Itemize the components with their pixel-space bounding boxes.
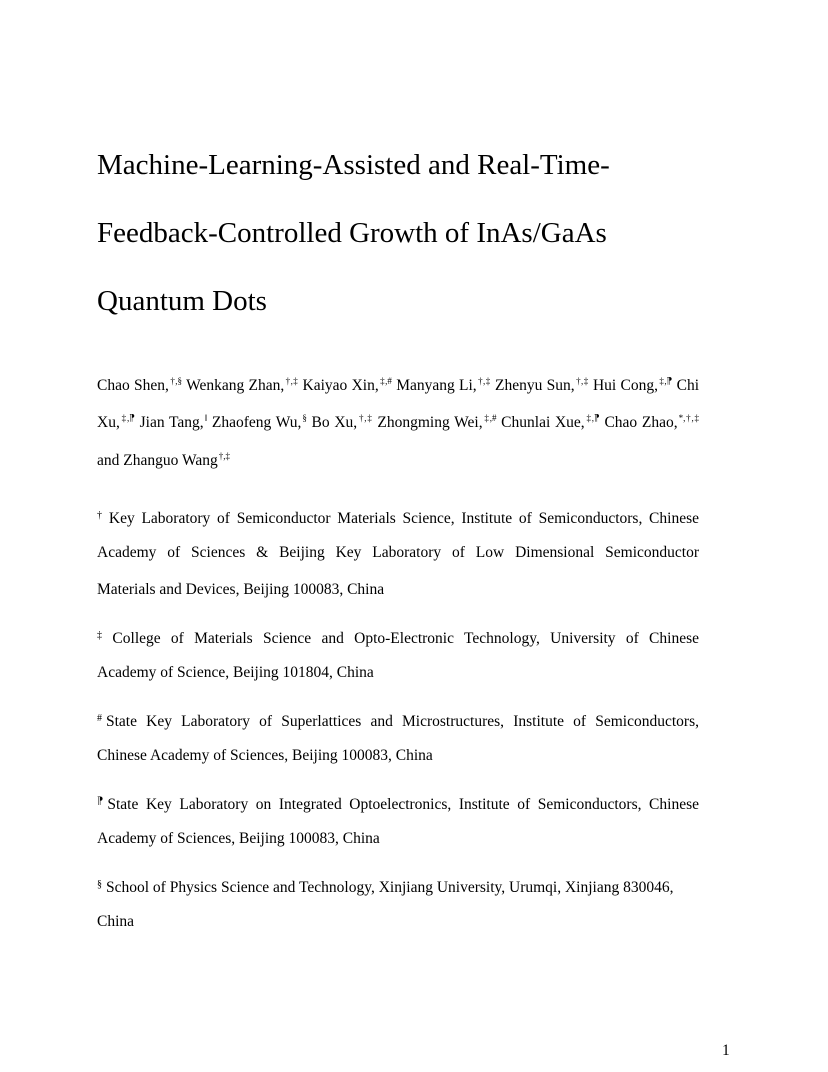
author-name: Jian Tang,‖ (139, 413, 208, 431)
author-name: Bo Xu,†,‡ (311, 413, 373, 431)
author-name-first: Chi (676, 377, 700, 394)
author-name: Manyang Li,†,‡ (396, 376, 491, 394)
affiliation-line: Materials and Devices, Beijing 100083, China (97, 581, 385, 598)
author-name: Chao Zhao,*,†,‡ (604, 413, 700, 431)
author-affiliation-marks: †,‡ (218, 451, 230, 461)
author-affiliation-marks: †,‡ (575, 376, 589, 386)
author-name: Zhongming Wei,‡,# (377, 413, 497, 431)
author-line-3 (97, 451, 230, 471)
affiliation-line: Chinese Academy of Sciences, Beijing 100083, China (97, 747, 433, 764)
author-affiliation-marks: *,†,‡ (678, 413, 700, 423)
author-affiliation-marks: ‡,⁋ (585, 413, 600, 423)
author-affiliation-marks: †,‡ (358, 413, 373, 423)
affiliation-line: Academy of Sciences, Beijing 100083, China (97, 830, 380, 847)
author-name: Chunlai Xue,‡,⁋ (501, 413, 600, 431)
affiliation-line: Academy of Science, Beijing 101804, China (97, 664, 374, 681)
title-line-2: Feedback-Controlled Growth of InAs/GaAs (97, 217, 607, 249)
author-name-rest: Xu,‡,⁋ (97, 413, 135, 431)
author-name: Zhaofeng Wu,§ (211, 413, 307, 431)
author-line-1 (97, 376, 699, 396)
author-name: Kaiyao Xin,‡,# (302, 376, 392, 394)
author-affiliation-marks: ‡,⁋ (120, 413, 135, 423)
affiliation-line: ⁋ State Key Laboratory on Integrated Optoelectronics, Institute of Semiconductors, Chinese (97, 796, 699, 813)
affiliation-line: § School of Physics Science and Technology, Xinjiang University, Urumqi, Xinjiang 830046, (97, 879, 674, 896)
author-affiliation-marks: †,‡ (477, 376, 491, 386)
page-number: 1 (722, 1042, 730, 1059)
author-name: Zhenyu Sun,†,‡ (494, 376, 589, 394)
author-name: Hui Cong,‡,⁋ (592, 376, 673, 394)
affiliation-mark: ‡ (97, 630, 109, 641)
affiliation-line: ‡ College of Materials Science and Opto-Electronic Technology, University of Chinese (97, 630, 699, 647)
affiliation-line: # State Key Laboratory of Superlattices and Microstructures, Institute of Semiconductors, (97, 713, 699, 730)
author-affiliation-marks: § (302, 413, 307, 423)
author-name: Wenkang Zhan,†,‡ (186, 376, 299, 394)
affiliation-mark: † (97, 510, 105, 521)
author-affiliation-marks: ‡,# (379, 376, 392, 386)
author-affiliation-marks: ‡,# (483, 413, 497, 423)
author-affiliation-marks: †,‡ (285, 376, 299, 386)
affiliation-mark: § (97, 879, 102, 890)
author-line-2 (97, 413, 699, 433)
affiliation-line: China (97, 913, 135, 930)
author-name: and Zhanguo Wang†,‡ (97, 451, 230, 469)
affiliation-line: † Key Laboratory of Semiconductor Materials Science, Institute of Semiconductors, Chinese (97, 510, 699, 527)
title-line-1: Machine-Learning-Assisted and Real-Time- (97, 149, 610, 181)
affiliation-line: Academy of Sciences & Beijing Key Laboratory of Low Dimensional Semiconductor (97, 544, 699, 561)
author-affiliation-marks: †,§ (169, 376, 183, 386)
title-line-3: Quantum Dots (97, 285, 267, 317)
author-name: Chao Shen,†,§ (97, 376, 183, 394)
affiliation-mark: # (97, 713, 102, 724)
author-affiliation-marks: ‖ (204, 413, 208, 423)
affiliation-mark: ⁋ (97, 796, 104, 807)
author-affiliation-marks: ‡,⁋ (658, 376, 673, 386)
